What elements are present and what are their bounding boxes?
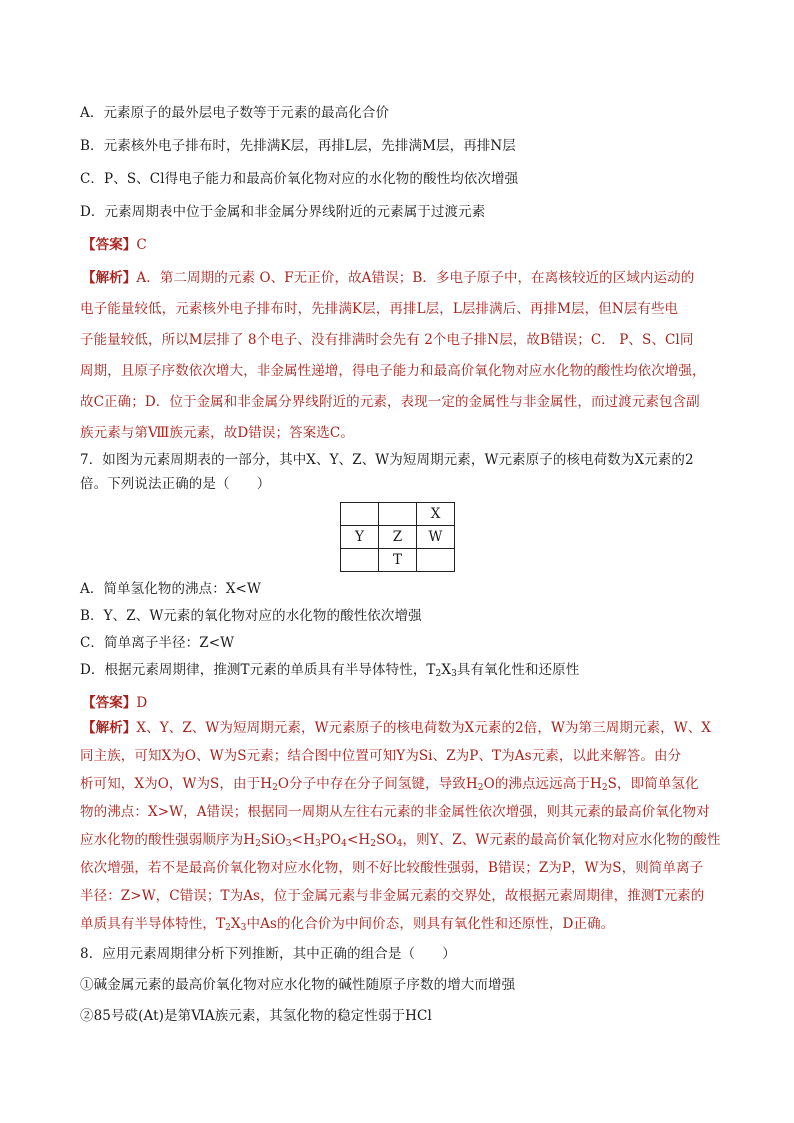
q6-answer: [82, 236, 147, 254]
q6-explanation-line-6: 族元素与第Ⅷ族元素，故D错误；答案选C。: [80, 425, 354, 441]
q8-item-2: ②85号砹(At)是第ⅥA族元素，其氢化物的稳定性弱于HCl: [80, 1008, 432, 1024]
q6-explanation-line-2: 电子能量较低，元素核外电子排布时，先排满K层，再排L层，L层排满后、再排M层，但N层有些电: [80, 301, 679, 317]
q7-option-c: C．简单离子半径：Z<W: [80, 635, 235, 651]
q6-explanation-line-3: 子能量较低，所以M层排了 8个电子、没有排满时会先有 2个电子排N层，故B错误；C． P、S、Cl同: [80, 332, 694, 348]
answer-value: D: [136, 695, 148, 711]
table-cell: [341, 549, 379, 572]
q7-explanation-line-4: 物的沸点：X>W，A错误；根据同一周期从左往右元素的非金属性依次增强，则其元素的最高价氧化物对: [80, 804, 710, 820]
q7-option-d: D．根据元素周期律，推测T元素的单质具有半导体特性，$T_2X_3$具有氧化性和还原性: [80, 662, 580, 679]
table-cell: Y: [341, 526, 379, 549]
periodic-table-fragment: [340, 502, 455, 572]
table-row: [341, 526, 455, 549]
answer-tag: 【答案】: [82, 695, 137, 711]
q7-option-b: B．Y、Z、W元素的氧化物对应的水化物的酸性依次增强: [80, 608, 422, 624]
explain-tag: 【解析】: [82, 720, 137, 736]
q6-option-b: B．元素核外电子排布时，先排满K层，再排L层，先排满M层，再排N层: [80, 138, 516, 154]
q7-explanation-line-7: 半径：Z>W，C错误；T为As，位于金属元素与非金属元素的交界处，故根据元素周期律，推测T元素的: [80, 888, 705, 904]
q8-stem: 8．应用元素周期律分析下列推断，其中正确的组合是（ ）: [80, 946, 456, 962]
q7-option-a: A．简单氢化物的沸点：X<W: [80, 581, 261, 597]
q7-explanation-line-3: 析可知，X为O，W为S，由于$H_2O$分子中存在分子间氢键，导致$H_2O$的沸点远远高于$H_2S$，即简单氢化: [80, 776, 699, 793]
q7-explanation-line-8: 单质具有半导体特性，$T_2X_3$中As的化合价为中间价态，则具有氧化性和还原性，D正确。: [80, 916, 615, 933]
q8-item-1: ①碱金属元素的最高价氧化物对应水化物的碱性随原子序数的增大而增强: [80, 977, 516, 993]
q7-answer: [82, 694, 147, 712]
table-cell: [341, 503, 379, 526]
q6-explanation-line-4: 周期，且原子序数依次增大，非金属性递增，得电子能力和最高价氧化物对应水化物的酸性均依次增强，: [80, 363, 706, 379]
q7-stem-line-1: 7．如图为元素周期表的一部分，其中X、Y、Z、W为短周期元素，W元素原子的核电荷数为X元素的2: [80, 452, 694, 468]
table-cell: X: [417, 503, 455, 526]
q6-option-c: C．P、S、Cl得电子能力和最高价氧化物对应的水化物的酸性均依次增强: [80, 171, 519, 187]
table-cell: W: [417, 526, 455, 549]
answer-tag: 【答案】: [82, 237, 137, 253]
answer-value: C: [136, 237, 147, 253]
table-cell: Z: [379, 526, 417, 549]
q7-stem-line-2: 倍。下列说法正确的是（ ）: [80, 476, 271, 492]
explain-tag: 【解析】: [82, 270, 137, 286]
table-row: [341, 549, 455, 572]
table-row: [341, 503, 455, 526]
q6-option-a: A．元素原子的最外层电子数等于元素的最高化合价: [80, 105, 390, 121]
q7-explanation-line-6: 依次增强，若不是最高价氧化物对应水化物，则不好比较酸性强弱，B错误；Z为P，W为S，则简单离子: [80, 860, 704, 876]
q7-explanation-line-1: 【解析】X、Y、Z、W为短周期元素，W元素原子的核电荷数为X元素的2倍，W为第三周期元素，W、X: [82, 720, 712, 736]
table-cell: [379, 503, 417, 526]
q6-explanation-line-5: 故C正确；D．位于金属和非金属分界线附近的元素，表现一定的金属性与非金属性，而过渡元素包含副: [80, 394, 700, 410]
table-cell: [417, 549, 455, 572]
table-cell: T: [379, 549, 417, 572]
q7-explanation-line-2: 同主族，可知X为O、W为S元素；结合图中位置可知Y为Si、Z为P、T为As元素，以此来解答。由分: [80, 748, 682, 764]
q6-explanation-line-1: 【解析】A．第二周期的元素 O、F无正价，故A错误；B．多电子原子中，在离核较近的区域内运动的: [82, 270, 695, 286]
q6-option-d: D．元素周期表中位于金属和非金属分界线附近的元素属于过渡元素: [80, 204, 486, 220]
q7-explanation-line-5: 应水化物的酸性强弱顺序为$H_2SiO_3<H_3PO_4<H_2SO_4$，则Y、Z、W元素的最高价氧化物对应水化物的酸性: [80, 832, 721, 849]
